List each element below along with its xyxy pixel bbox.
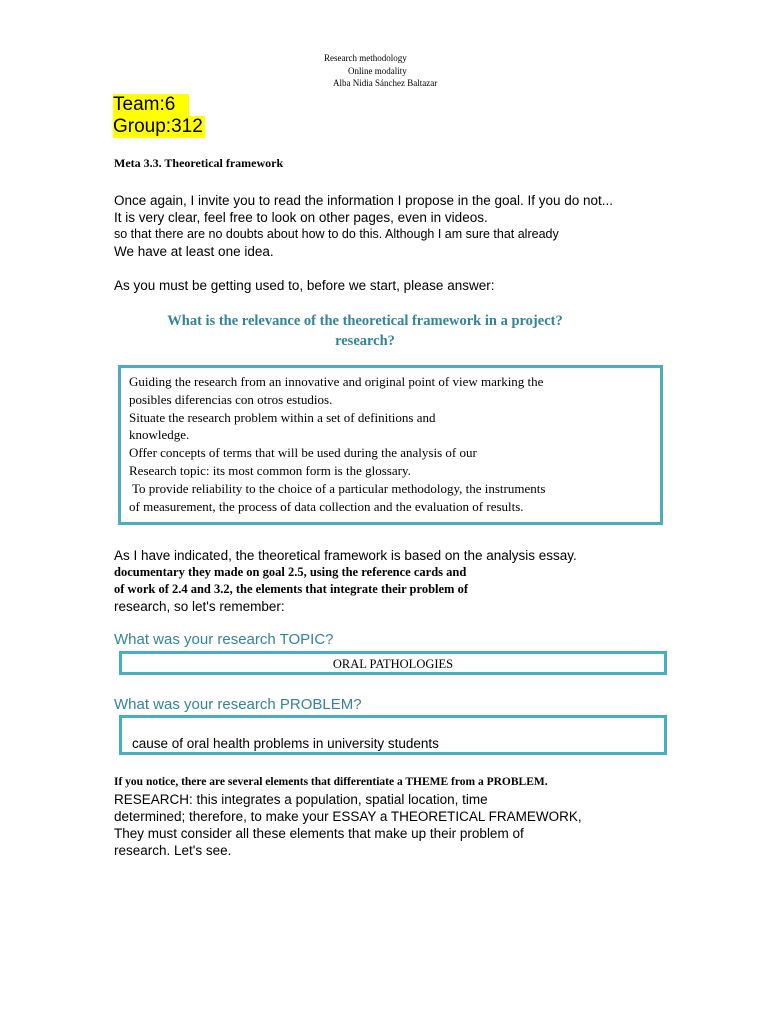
- answer-line: Offer concepts of terms that will be used during the analysis of our: [129, 445, 477, 461]
- group-label: Group:312: [113, 116, 203, 137]
- question-line-1: What is the relevance of the theoretical framework in a project?: [167, 313, 563, 329]
- topic-answer-box: [119, 651, 667, 675]
- answer-box: [118, 365, 663, 525]
- prompt-paragraph: As you must be getting used to, before we start, please answer:: [114, 278, 495, 293]
- essay-line-3: of work of 2.4 and 3.2, the elements that integrate their problem of: [114, 582, 469, 596]
- essay-line-2: documentary they made on goal 2.5, using the reference cards and: [114, 565, 467, 579]
- topic-answer: ORAL PATHOLOGIES: [332, 657, 454, 671]
- intro-paragraph: [114, 192, 613, 260]
- problem-answer: cause of oral health problems in university students: [132, 736, 439, 751]
- closing-line-4: They must consider all these elements that make up their problem of: [114, 826, 524, 841]
- closing-line-1: If you notice, there are several elements that differentiate a THEME from a PROBLEM.: [114, 776, 548, 788]
- answer-line: To provide reliability to the choice of a particular methodology, the instruments: [129, 480, 546, 496]
- essay-note-paragraph: [114, 547, 577, 615]
- closing-line-2: RESEARCH: this integrates a population, spatial location, time: [114, 792, 488, 807]
- answer-line: posibles diferencias con otros estudios.: [129, 391, 333, 407]
- topic-question: What was your research TOPIC?: [114, 631, 334, 648]
- problem-question: What was your research PROBLEM?: [114, 696, 362, 713]
- intro-line-1: Once again, I invite you to read the information I propose in the goal. If you do not...: [114, 193, 614, 208]
- team-label: Team:6: [113, 94, 189, 116]
- question-line-2: research?: [335, 333, 395, 349]
- instructor-name: Alba Nidia Sánchez Baltazar: [333, 78, 438, 88]
- essay-line-4: research, so let's remember:: [114, 599, 285, 614]
- answer-line: knowledge.: [129, 427, 190, 443]
- intro-line-4: We have at least one idea.: [114, 244, 274, 259]
- team-info: [113, 94, 205, 138]
- answer-line: Research topic: its most common form is the glossary.: [129, 462, 411, 478]
- answer-line: of measurement, the process of data collection and the evaluation of results.: [129, 498, 524, 514]
- closing-paragraph: [114, 774, 582, 859]
- section-title: Meta 3.3. Theoretical framework: [114, 156, 284, 170]
- answer-text: [129, 373, 545, 515]
- closing-line-3: determined; therefore, to make your ESSAY a THEORETICAL FRAMEWORK,: [114, 809, 582, 824]
- answer-line: Guiding the research from an innovative and original point of view marking the: [129, 374, 544, 389]
- essay-line-1: As I have indicated, the theoretical framework is based on the analysis essay.: [114, 548, 577, 563]
- course-modality: Online modality: [348, 65, 407, 76]
- relevance-question: [140, 311, 590, 351]
- course-name: Research methodology: [324, 53, 407, 63]
- intro-line-3: so that there are no doubts about how to do this. Although I am sure that already: [114, 227, 559, 241]
- problem-answer-box: [119, 715, 667, 755]
- intro-line-2: It is very clear, feel free to look on other pages, even in videos.: [114, 210, 488, 225]
- answer-line: Situate the research problem within a set of definitions and: [129, 409, 436, 425]
- closing-line-5: research. Let's see.: [114, 843, 232, 858]
